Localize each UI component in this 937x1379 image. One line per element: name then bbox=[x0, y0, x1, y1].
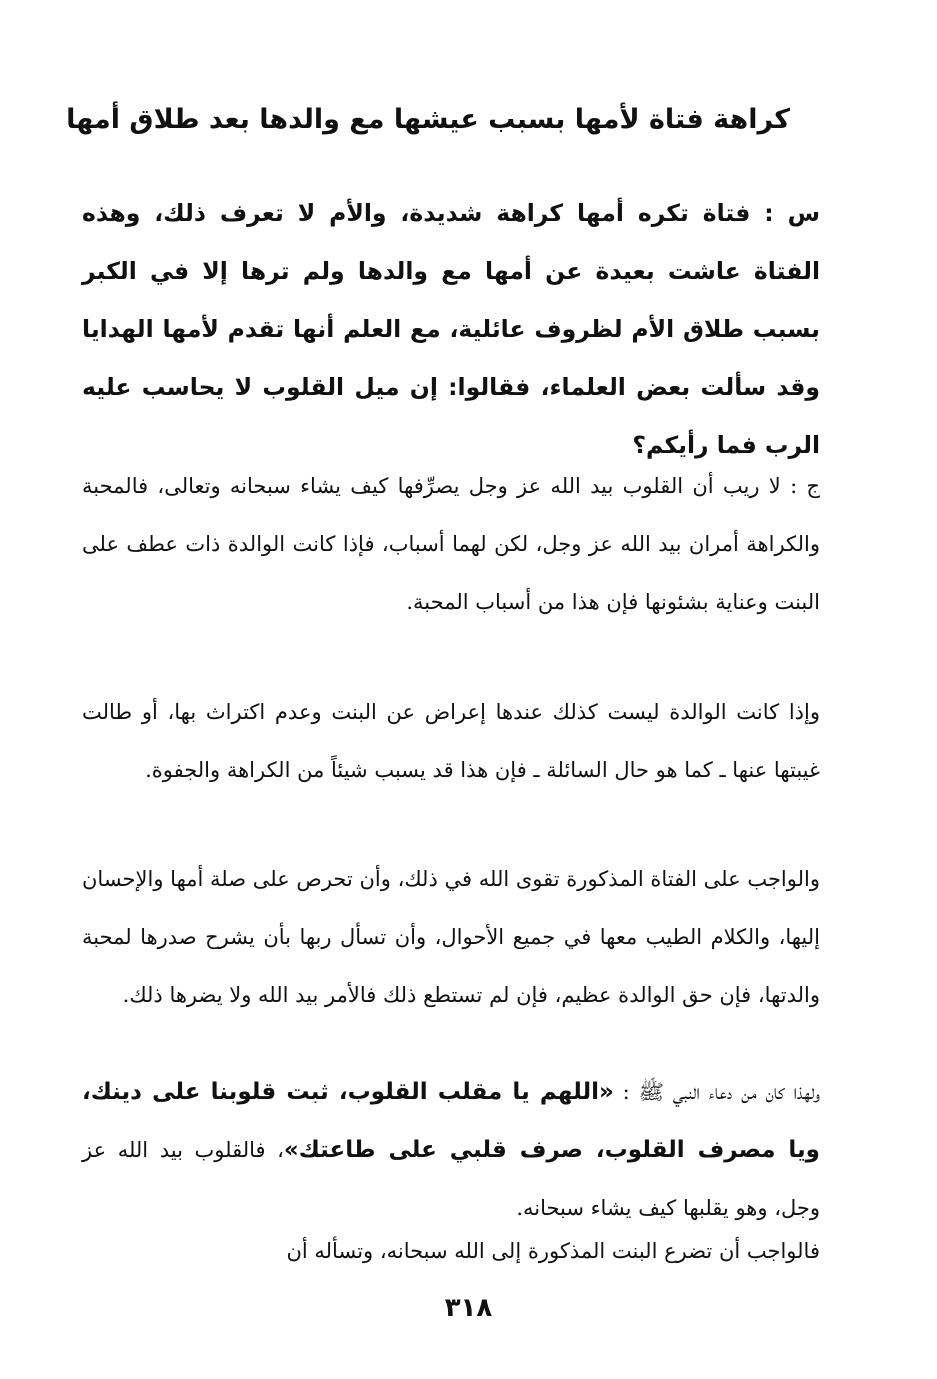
answer-paragraph-2: وإذا كانت الوالدة ليست كذلك عندها إعراض عن البنت وعدم اكتراث بها، أو طالت غيبتها عنها ـ كما هو حال السائلة ـ فإن هذا قد يسبب شيئاً من الكراهة والجفوة. bbox=[82, 700, 820, 782]
hadith-quote: «اللهم يا مقلب القلوب، ثبت قلوبنا على دينك، ويا مصرف القلوب، صرف قلبي على طاعتك» bbox=[82, 1079, 820, 1163]
hadith-intro: ولهذا كان من دعاء النبي ﷺ : bbox=[613, 1080, 820, 1104]
page-title: كراهة فتاة لأمها بسبب عيشها مع والدها بعد طلاق أمها bbox=[66, 104, 790, 135]
answer-paragraph-last: فالواجب أن تضرع البنت المذكورة إلى الله سبحانه، وتسأله أن bbox=[286, 1239, 820, 1263]
question-paragraph: س : فتاة تكره أمها كراهة شديدة، والأم لا تعرف ذلك، وهذه الفتاة عاشت بعيدة عن أمها مع والدها ولم ترها إلا في الكبر بسبب طلاق الأم لظروف عائلية، مع العلم أنها تقدم لأمها الهدايا وقد سألت بعض العلماء، فقالوا: إن ميل القلوب لا يحاسب عليه الرب فما رأيكم؟ bbox=[82, 199, 820, 459]
answer-paragraph-1: ج : لا ريب أن القلوب بيد الله عز وجل يصرِّفها كيف يشاء سبحانه وتعالى، فالمحبة والكراهة أمران بيد الله عز وجل، لكن لهما أسباب، فإذا كانت الوالدة ذات عطف على البنت وعناية بشئونها فإن هذا من أسباب المحبة. bbox=[82, 474, 820, 614]
hadith-paragraph bbox=[82, 1063, 820, 1237]
answer-paragraph-3: والواجب على الفتاة المذكورة تقوى الله في ذلك، وأن تحرص على صلة أمها والإحسان إليها، والكلام الطيب معها في جميع الأحوال، وأن تسأل ربها بأن يشرح صدرها لمحبة والدتها، فإن حق الوالدة عظيم، فإن لم تستطع ذلك فالأمر بيد الله ولا يضرها ذلك. bbox=[82, 867, 820, 1007]
page-number: ٣١٨ bbox=[444, 1293, 493, 1323]
hadith-outro: ، فالقلوب بيد الله عز وجل، وهو يقلبها كيف يشاء سبحانه. bbox=[82, 1138, 820, 1220]
